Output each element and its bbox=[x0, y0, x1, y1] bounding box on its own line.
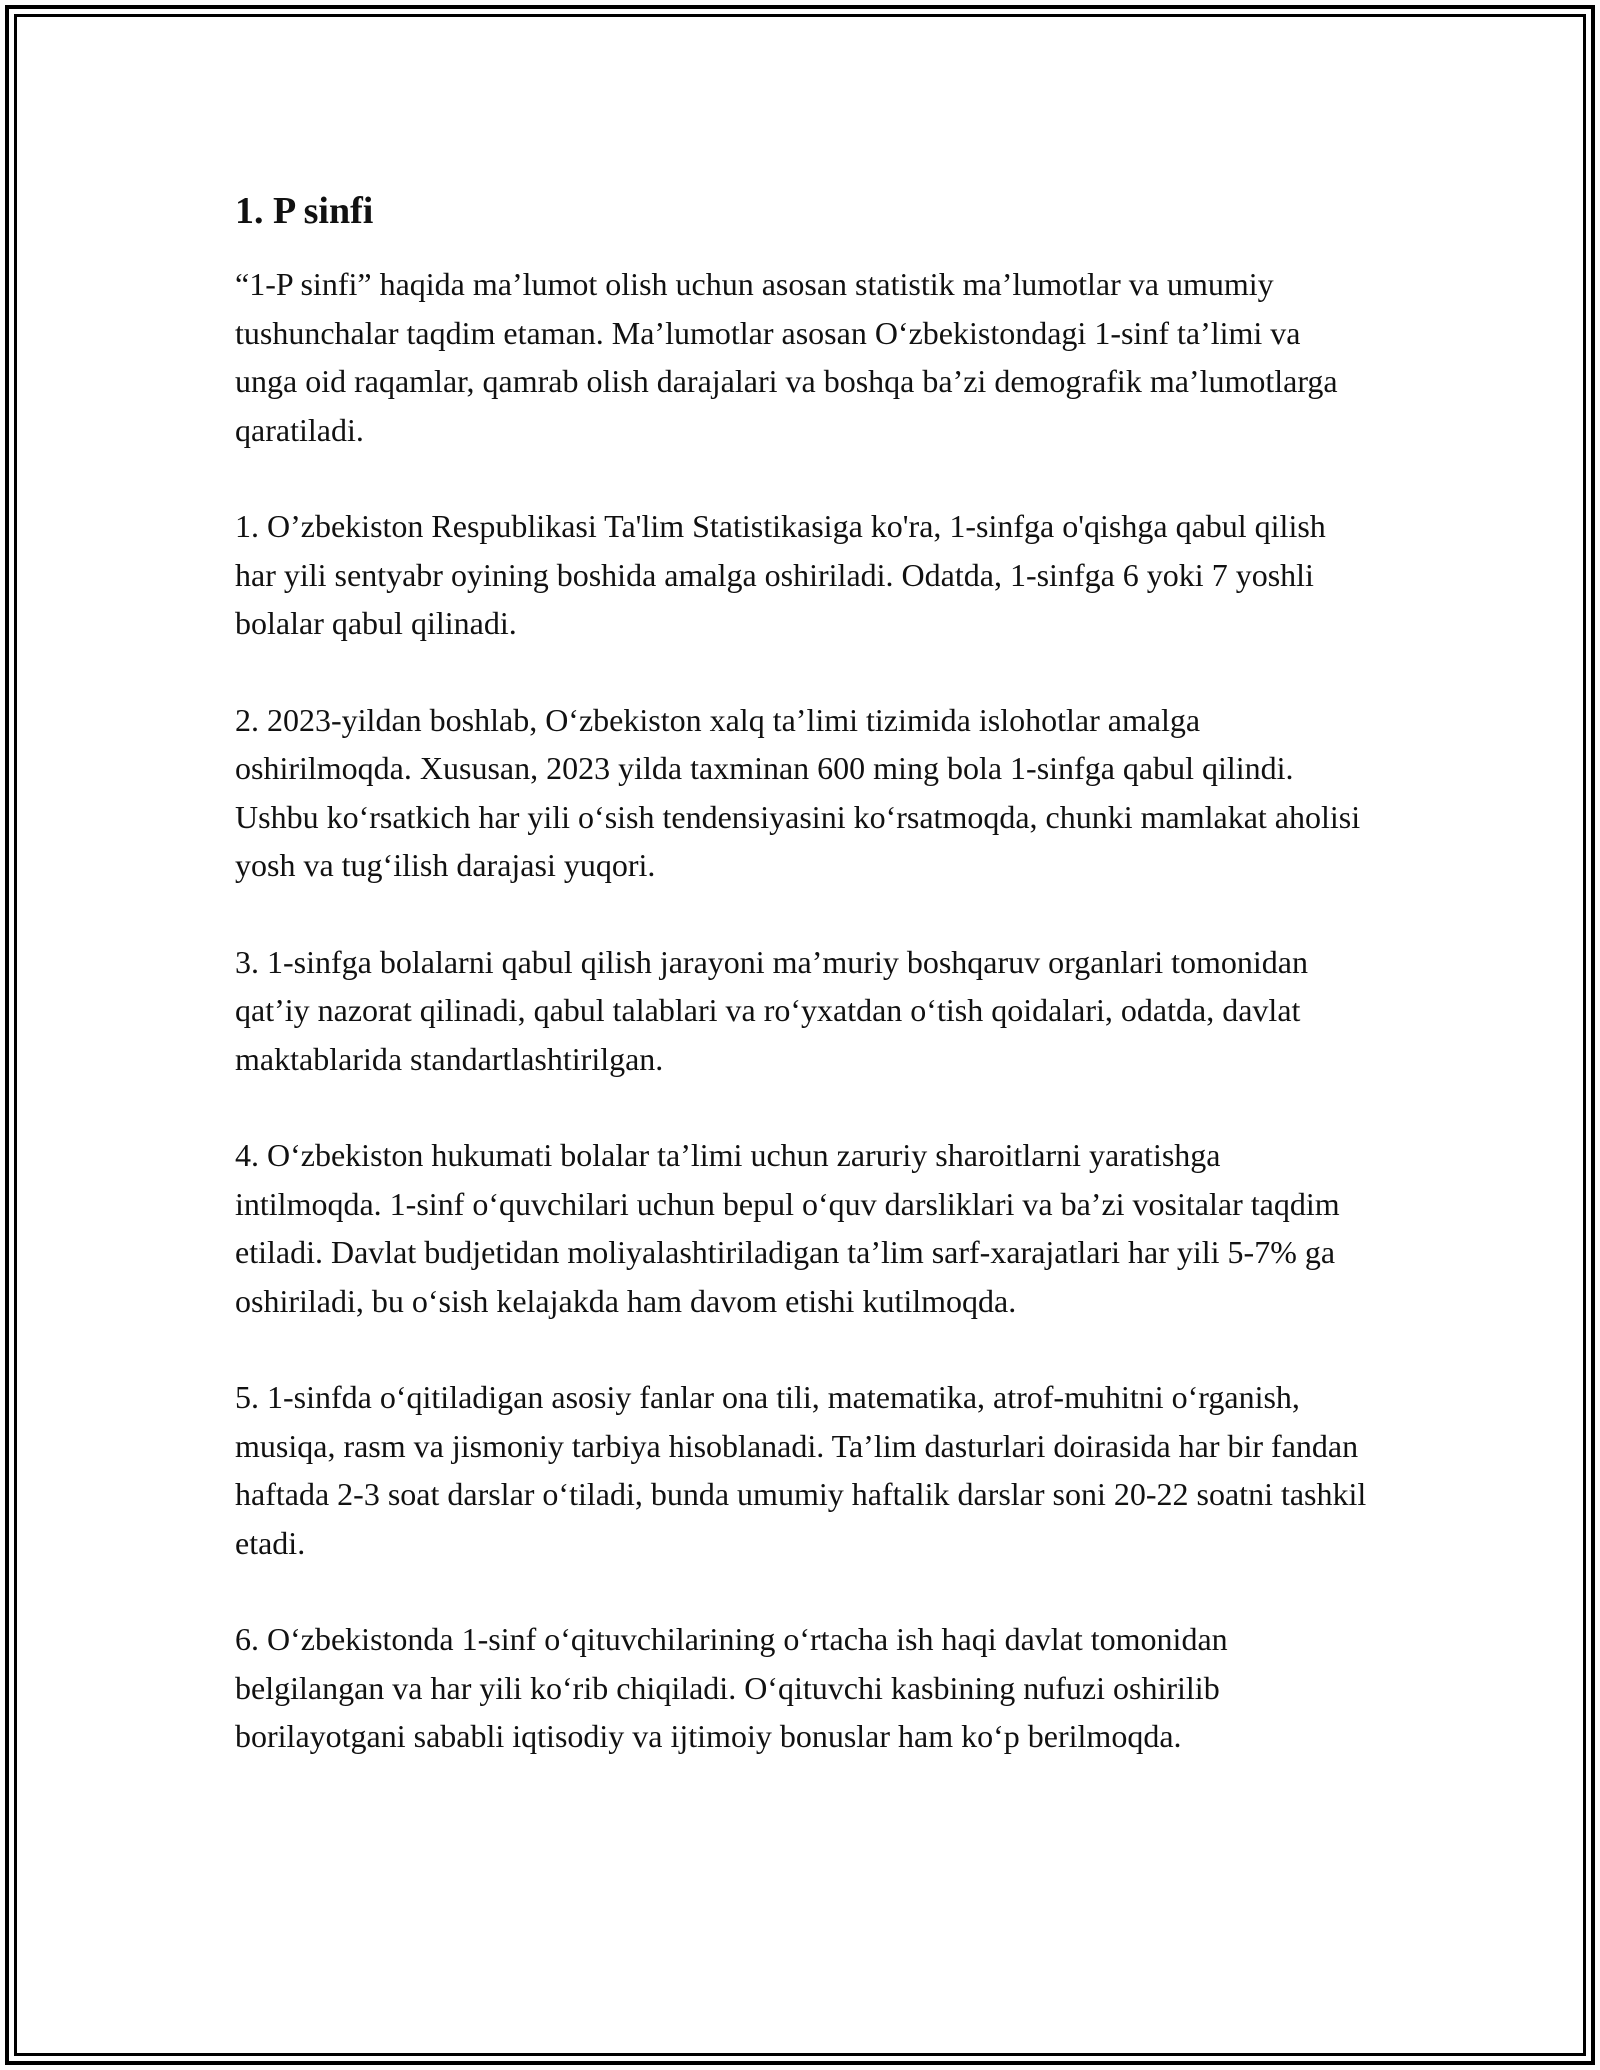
document-heading: 1. P sinfi bbox=[235, 190, 374, 232]
list-item-1: 1. O’zbekiston Respublikasi Ta'lim Statistikasiga ko'ra, 1-sinfga o'qishga qabul qilish har yili sentyabr oyining boshida amalga oshiriladi. Odatda, 1-sinfga 6 yoki 7 yoshli bolalar qabul qilinadi. bbox=[235, 508, 1326, 641]
list-item-4: 4. O‘zbekiston hukumati bolalar ta’limi uchun zaruriy sharoitlarni yaratishga intilmoqda. 1-sinf o‘quvchilari uchun bepul o‘quv darsliklari va ba’zi vositalar taqdim etiladi. Davlat budjetidan moliyalashtiriladigan ta’lim sarf-xarajatlari har yili 5-7% ga oshiriladi, bu o‘sish kelajakda ham davom etishi kutilmoqda. bbox=[235, 1137, 1340, 1319]
document-body bbox=[235, 188, 1370, 1809]
list-item-2: 2. 2023-yildan boshlab, O‘zbekiston xalq ta’limi tizimida islohotlar amalga oshirilmoqda. Xususan, 2023 yilda taxminan 600 ming bola 1-sinfga qabul qilindi. Ushbu ko‘rsatkich har yili o‘sish tendensiyasini ko‘rsatmoqda, chunki mamlakat aholisi yosh va tug‘ilish darajasi yuqori. bbox=[235, 701, 1361, 883]
list-item-3: 3. 1-sinfga bolalarni qabul qilish jarayoni ma’muriy boshqaruv organlari tomonidan qat’iy nazorat qilinadi, qabul talablari va ro‘yxatdan o‘tish qoidalari, odatda, davlat maktablarida standartlashtirilgan. bbox=[235, 943, 1308, 1077]
list-item-5: 5. 1-sinfda o‘qitiladigan asosiy fanlar ona tili, matematika, atrof-muhitni o‘rganish, musiqa, rasm va jismoniy tarbiya hisoblanadi. Ta’lim dasturlari doirasida har bir fandan haftada 2-3 soat darslar o‘tiladi, bunda umumiy haftalik darslar soni 20-22 soatni tashkil etadi. bbox=[235, 1379, 1367, 1561]
list-item-6: 6. O‘zbekistonda 1-sinf o‘qituvchilarining o‘rtacha ish haqi davlat tomonidan belgilangan va har yili ko‘rib chiqiladi. O‘qituvchi kasbining nufuzi oshirilib borilayotgani sababli iqtisodiy va ijtimoiy bonuslar ham ko‘p berilmoqda. bbox=[235, 1621, 1228, 1754]
intro-paragraph: “1-P sinfi” haqida ma’lumot olish uchun asosan statistik ma’lumotlar va umumiy tushunchalar taqdim etaman. Ma’lumotlar asosan O‘zbekistondagi 1-sinf ta’limi va unga oid raqamlar, qamrab olish darajalari va boshqa ba’zi demografik ma’lumotlarga qaratiladi. bbox=[235, 266, 1338, 448]
